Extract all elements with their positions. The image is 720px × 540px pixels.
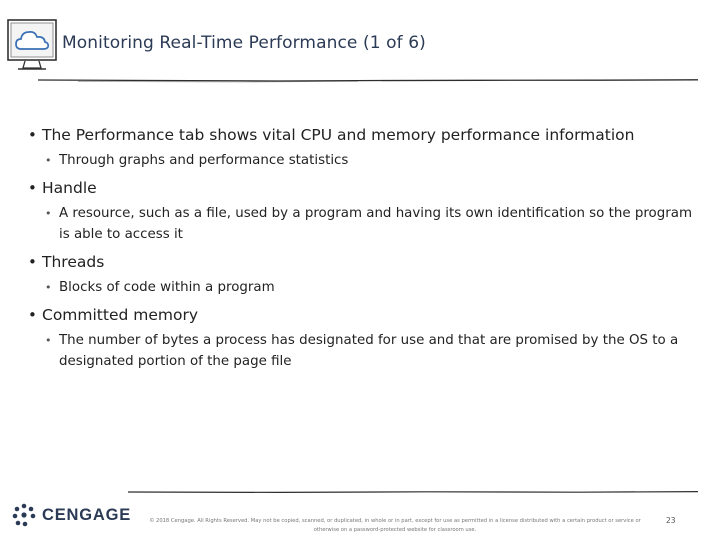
- logo-text: CENGAGE: [42, 505, 132, 524]
- copyright-line-1: © 2018 Cengage. All Rights Reserved. May not be copied, scanned, or duplicated, in whole or in part, except for use as permitted in a license distributed with a certain product or service or: [149, 518, 641, 524]
- copyright-line-2: otherwise on a password-protected website for classroom use.: [313, 527, 477, 533]
- cloud-monitor-icon: [7, 19, 57, 73]
- title-divider: [38, 71, 698, 81]
- bullet-threads: • Threads: [28, 251, 698, 274]
- cengage-logo: [12, 503, 131, 527]
- copyright-notice: [140, 517, 650, 535]
- bullet-list: [28, 120, 698, 378]
- bullet-committed-memory: • Committed memory: [28, 304, 698, 327]
- cengage-dots-icon: [12, 503, 36, 527]
- slide-title: Monitoring Real-Time Performance (1 of 6): [62, 33, 426, 53]
- sub-bullet: • Blocks of code within a program: [45, 277, 699, 298]
- page-number: 23: [666, 516, 676, 525]
- footer-divider: [128, 484, 698, 498]
- sub-bullet: • The number of bytes a process has designated for use and that are promised by the OS to a designated portion of the page file: [45, 330, 699, 372]
- bullet-performance-tab: • The Performance tab shows vital CPU and memory performance information: [28, 124, 698, 147]
- sub-bullet: • Through graphs and performance statistics: [45, 150, 699, 171]
- sub-bullet: • A resource, such as a file, used by a program and having its own identification so the program is able to access it: [45, 203, 699, 245]
- bullet-handle: • Handle: [28, 177, 698, 200]
